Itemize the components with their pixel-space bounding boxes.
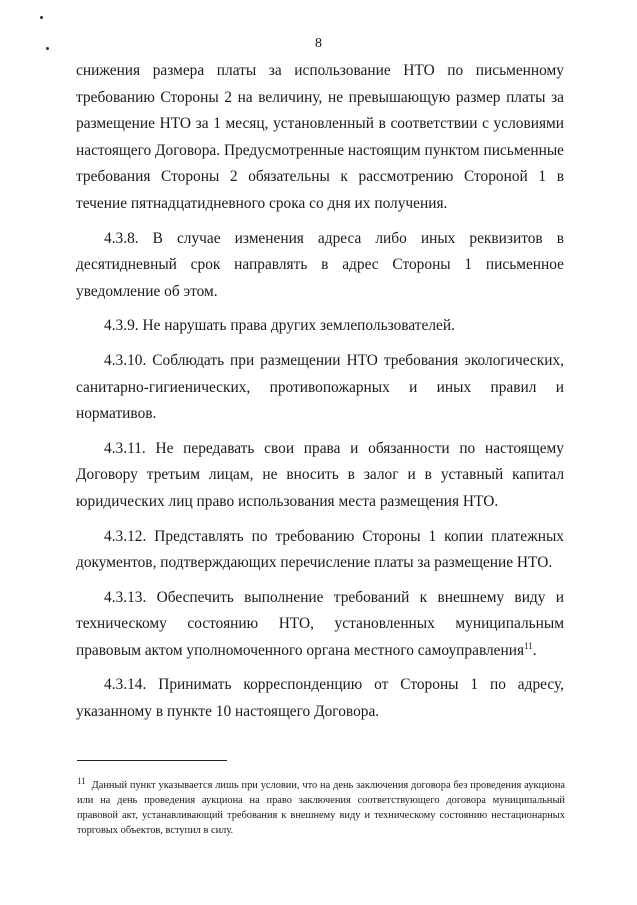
paragraph-4-3-14: 4.3.14. Принимать корреспонденцию от Стороны 1 по адресу, указанному в пункте 10 настоящего Договора. bbox=[76, 676, 564, 721]
paragraph-4-3-12: 4.3.12. Представлять по требованию Стороны 1 копии платежных документов, подтверждающих перечисление платы за размещение НТО. bbox=[76, 527, 564, 572]
paragraph-4-3-8: 4.3.8. В случае изменения адреса либо иных реквизитов в десятидневный срок направлять в адрес Стороны 1 письменное уведомление об этом. bbox=[76, 229, 564, 300]
footnote-mark: 11 bbox=[77, 775, 86, 786]
paragraph-4-3-13 bbox=[76, 585, 564, 665]
footnote-reference[interactable]: 11 bbox=[524, 640, 533, 651]
footnote bbox=[77, 775, 565, 838]
page-number: 8 bbox=[315, 36, 322, 51]
footnote-separator bbox=[77, 760, 227, 761]
scan-speck bbox=[40, 16, 43, 19]
paragraph-continuation: снижения размера платы за использование НТО по письменному требованию Стороны 2 на величину, не превышающую размер платы за размещение НТО за 1 месяц, установленный в соответствии с условиями настоящего Договора. Предусмотренные настоящим пунктом письменные требования Стороны 2 обязательны к рассмотрению Стороной 1 в течение пятнадцатидневного срока со дня их получения. bbox=[76, 62, 564, 212]
paragraph-4-3-13-text: 4.3.13. Обеспечить выполнение требований к внешнему виду и техническому состоянию НТО, установленных муниципальным правовым актом уполномоченного органа местного самоуправления bbox=[76, 588, 564, 659]
body-text bbox=[76, 58, 564, 734]
paragraph-4-3-11: 4.3.11. Не передавать свои права и обязанности по настоящему Договору третьим лицам, не вносить в залог и в уставный капитал юридических лиц право использования места размещения НТО. bbox=[76, 439, 564, 510]
paragraph-4-3-9: 4.3.9. Не нарушать права других землепользователей. bbox=[104, 317, 455, 335]
paragraph-4-3-10: 4.3.10. Соблюдать при размещении НТО требования экологических, санитарно-гигиенических, противопожарных и иных правил и нормативов. bbox=[76, 351, 564, 423]
footnote-text: Данный пункт указывается лишь при условии, что на день заключения договора без проведения аукциона или на день проведения аукциона на право заключения соответствующего договора муниципальный правовой акт, устанавливающий требования к внешнему виду и техническому состоянию нестационарных торговых объектов, вступил в силу. bbox=[77, 780, 565, 836]
paragraph-4-3-13-end: . bbox=[532, 641, 537, 659]
